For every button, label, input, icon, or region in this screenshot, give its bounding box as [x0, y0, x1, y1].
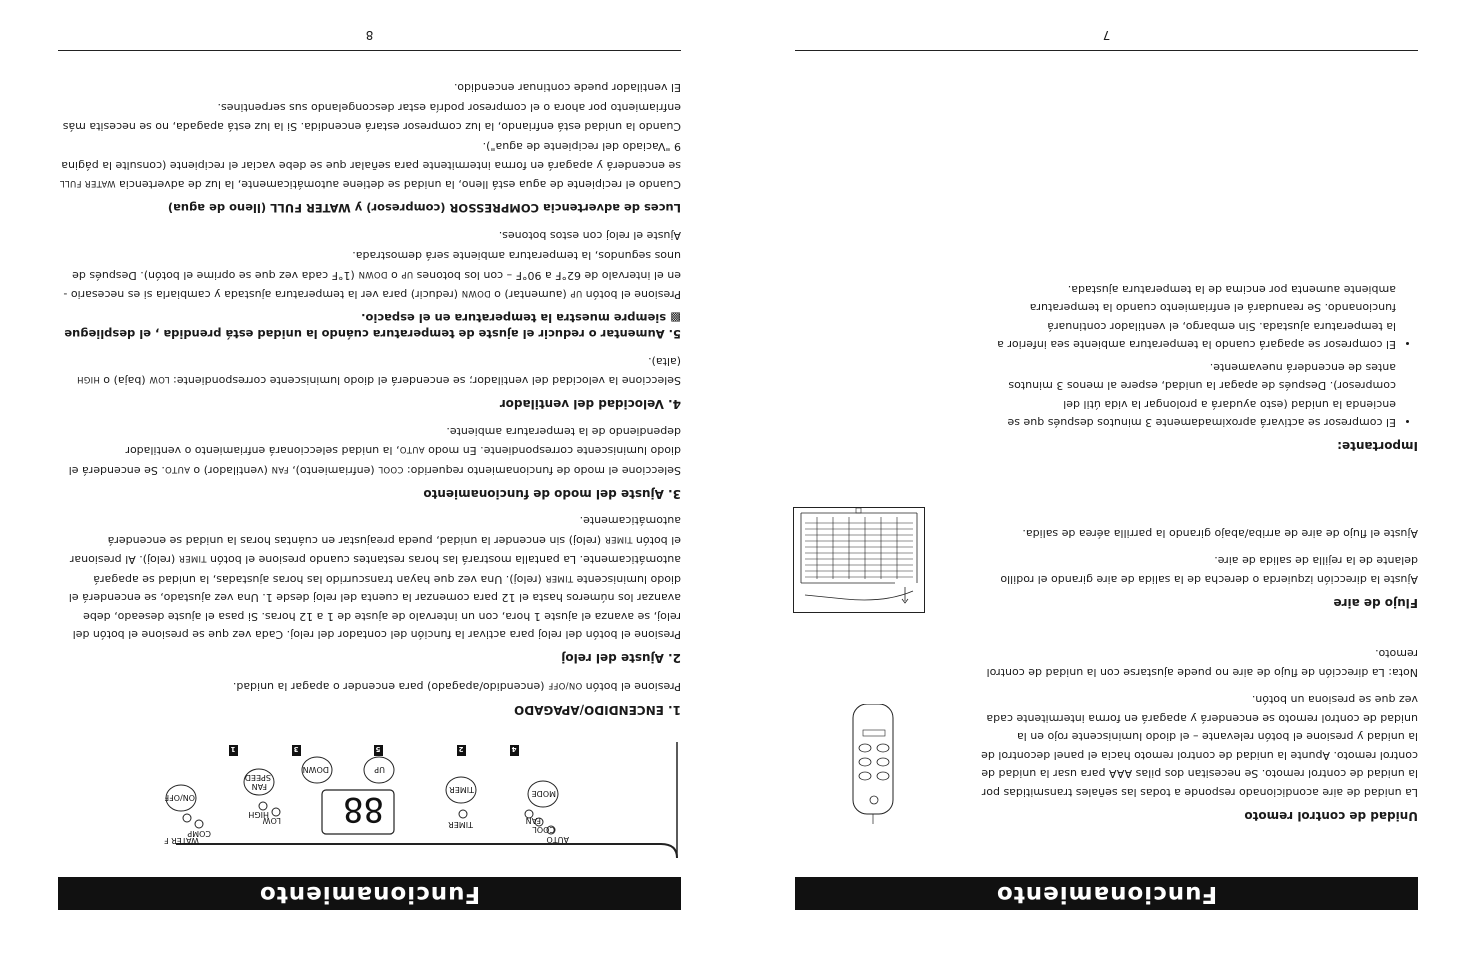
low-led: [272, 808, 280, 816]
fan-led-label: FAN: [525, 816, 541, 825]
airflow-text-1: Ajuste la dirección izquierda o derecha de la salida de aire girando el rodillo delante de la rejilla de salida de aire.: [1000, 554, 1418, 586]
remote-section: [795, 644, 1418, 824]
control-panel-svg: [58, 742, 681, 862]
section-5-clock-note: Ajuste el reloj con estos botones.: [498, 229, 681, 242]
section-2-heading: 2. Ajuste del reloj: [561, 651, 681, 666]
fan-speed-label-2: SPEED: [244, 773, 271, 782]
important-heading: Importante:: [1337, 439, 1418, 454]
timer-button-label: TIMER: [449, 785, 474, 794]
section-4-text: Seleccione la velocidad del ventilador; se encenderá el diodo luminiscente correspondiente: LOW (baja) o HIGH (alta).: [76, 355, 681, 388]
section-1-heading: 1. ENCENDIDO/APAGADO: [514, 703, 681, 717]
comp-label: COMP: [187, 829, 211, 838]
down-label: DOWN: [302, 765, 329, 774]
section-2-text: Presione el botón del reloj para activar la función del contador del reloj. Cada vez que se presione el botón del reloj, se avanza el ajuste 1 hora, con un intervalo de ajuste de 1 a 12 horas. Si pasa el ajuste deseado, debe avanzar los números hasta el 12 para comenzar la cuenta del reloj desde 1. Una vez ajustado, se encenderá el diodo luminiscente TIMER (reloj). Una vez que hayan transcurrido las horas ajustadas, la unidad se apagará automáticamente. La pantalla mostrará las horas restantes cuando presione el botón TIMER (reloj). Al presionar el botón TIMER (reloj) sin encender la unidad, pueda preajustar en cuántas horas la unidad se encenderá automáticamente.: [68, 514, 681, 642]
airflow-text-2: Ajuste el flujo de aire de arriba/abajo girando la parrilla aérea de salida.: [1022, 527, 1418, 540]
on-off-label: ON/OFF: [164, 793, 195, 802]
cool-label: COOL: [532, 825, 555, 834]
page-8-content: [58, 69, 681, 863]
high-label: HIGH: [248, 810, 269, 819]
remote-text: La unidad de aire acondicionado responde a todas las señales transmitidas por la unidad de control remoto. Se necesitan dos pilas AAA para usar la unidad de control remoto. Apunte la unidad de control remoto hacia el panel decontrol de la unidad y presione el botón relevante – el diodo luminiscente rojo en la unidad de control remoto se encenderá y apagará en forma intermitente cada vez que se presiona un botón.: [981, 693, 1418, 799]
page-7: [795, 0, 1418, 954]
important-section: [795, 280, 1418, 455]
page-8: [58, 0, 681, 954]
callout-5: 5: [375, 745, 381, 753]
section-1-text: Presione el botón ON/OFF (encendido/apagado) para encender o apagar la unidad.: [232, 680, 681, 693]
remote-heading: Unidad de control remoto: [1244, 809, 1418, 823]
section-3-heading: 3. Ajuste del modo de funcionamiento: [423, 487, 681, 501]
page-8-number: 8: [365, 28, 374, 42]
section-6-text-3: El ventilador puede continuar encendido.: [453, 81, 681, 94]
page-8-banner: Funcionamiento: [58, 877, 681, 910]
callout-4: 4: [511, 745, 517, 753]
water-full-led: [183, 814, 191, 822]
section-6-text-1: Cuando el recipiente de agua está lleno, la unidad se detiene automáticamente, la luz de advertencia WATER FULL se encenderá y apagará en forma intermitente para señalar que se debe vaciar el recipiente (consulte la página 9 "Vaciado del recipiente de agua").: [59, 140, 681, 192]
section-5-text: Presione el botón UP (aumentar) o DOWN (reducir) para ver la temperatura ajustada y cambiarla si es necesario - en el intervalo de 62°F a 90°F – con los botones UP o DOWN (1°F cada vez que se oprime el botón). Después de unos segundos, la temperatura ambiente será demostrada.: [63, 249, 681, 302]
airflow-section: [795, 524, 1418, 612]
callout-2: 2: [458, 745, 464, 753]
callout-1: 1: [230, 745, 236, 753]
section-3-text: Seleccione el modo de funcionamiento requerido: COOL (enfriamiento), FAN (ventilador) o AUTO. Se encenderá el diodo luminiscente correspondiente. En modo AUTO, la unidad seleccionará enfriamiento o ventilador dependiendo de la temperatura ambiente.: [68, 425, 681, 477]
section-5-heading: 5. Aumentar o reducir el ajuste de temperatura cuándo la unidad está prendida , el despliegue ▩ siempre muestra la temperatura en el espacio.: [64, 311, 681, 342]
timer-led: [459, 810, 467, 818]
page-7-number: 7: [1102, 28, 1111, 42]
airflow-heading: Flujo de aire: [1333, 596, 1418, 610]
section-6-text-2: Cuando la unidad está enfriando, la luz compresor estará encendida. Si la luz está apagada, no se necesita más enfriamiento por ahora o el compresor podría estar descongelando sus serpentines.: [62, 101, 681, 133]
timer-led-label: TIMER: [448, 820, 473, 829]
remote-note: Nota: La dirección de flujo de aire no puede ajustarse con la unidad de control remoto.: [986, 647, 1418, 679]
comp-led: [195, 820, 203, 828]
callout-3: 3: [293, 745, 299, 753]
display-digits: 88: [343, 789, 384, 829]
high-led: [259, 802, 267, 810]
page-7-content: [795, 276, 1418, 825]
low-label: LOW: [262, 816, 281, 825]
remote-control-illustration: [823, 704, 923, 824]
important-item-1: • El compresor se activará aproximadamente 3 minutos después que se encienda la unidad (esto ayudará a prolongar la vida útil del compresor). Después de apagar la unidad, espere al menos 3 minutos antes de encenderá nuevamente.: [996, 358, 1396, 432]
page-7-banner: Funcionamiento: [795, 877, 1418, 910]
page-7-footer-rule: [795, 50, 1418, 51]
auto-label: AUTO: [546, 835, 569, 844]
important-item-2: • El compresor se apagará cuando la temperatura ambiente sea inferior a la temperatura ajustada. Sin embargo, el ventilador continuará funcionando. Se reanudará el enfriamiento cuando la temperatura ambiente aumenta por encima de la temperatura ajustada.: [996, 280, 1396, 354]
page-8-footer-rule: [58, 50, 681, 51]
mode-label: MODE: [531, 789, 556, 798]
up-label: UP: [374, 765, 385, 774]
section-4-heading: 4. Velocidad del ventilador: [499, 397, 681, 412]
fan-speed-label-1: FAN: [251, 782, 267, 791]
control-panel-diagram: [58, 742, 681, 862]
section-6-heading: Luces de advertencia COMPRESSOR (compresor) y WATER FULL (lleno de agua): [167, 201, 681, 216]
water-full-label: WATER F: [164, 836, 199, 845]
air-outlet-illustration: [793, 507, 925, 613]
